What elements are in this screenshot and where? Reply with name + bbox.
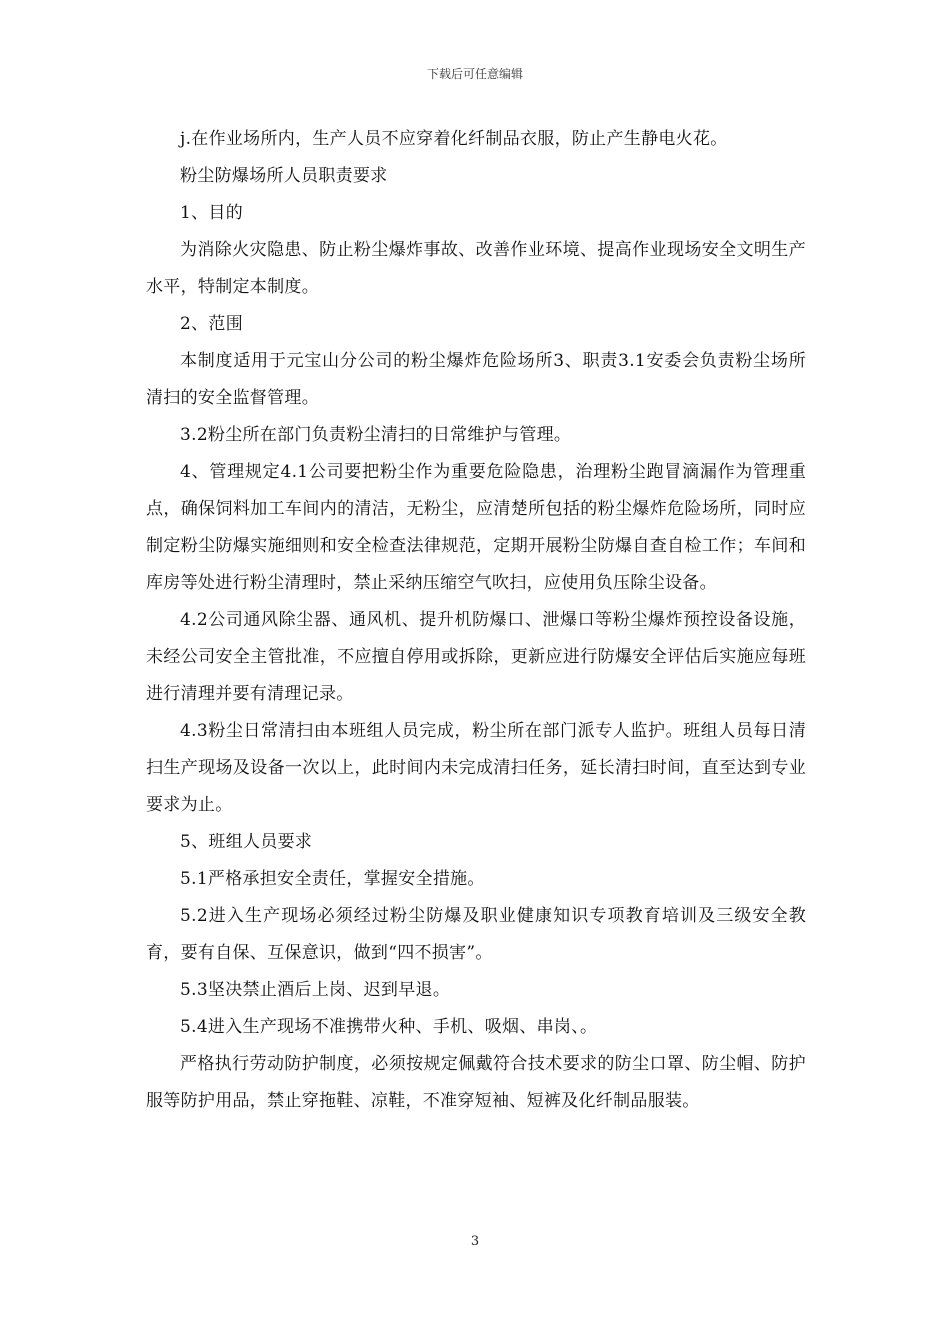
paragraph-4-2: 4.2公司通风除尘器、通风机、提升机防爆口、泄爆口等粉尘爆炸预控设备设施，未经公司安全主管批准，不应擅自停用或拆除，更新应进行防爆安全评估后实施应每班进行清理并要有清理记录。 (146, 610, 806, 704)
paragraph-3-2: 3.2粉尘所在部门负责粉尘清扫的日常维护与管理。 (180, 425, 572, 445)
document-body (146, 121, 806, 1120)
page-header: 下载后可任意编辑 (426, 67, 523, 81)
paragraph-static-electricity: j.在作业场所内，生产人员不应穿着化纤制品衣服，防止产生静电火花。 (180, 129, 728, 149)
heading-scope: 2、范围 (180, 314, 244, 334)
paragraph-scope: 本制度适用于元宝山分公司的粉尘爆炸危险场所3、职责3.1安委会负责粉尘场所清扫的安全监督管理。 (146, 351, 806, 408)
paragraph-5-4: 5.4进入生产现场不准携带火种、手机、吸烟、串岗、。 (180, 1017, 598, 1037)
paragraph-5-2: 5.2进入生产现场必须经过粉尘防爆及职业健康知识专项教育培训及三级安全教育，要有自保、互保意识，做到“四不损害”。 (146, 906, 806, 963)
paragraph-5-1: 5.1严格承担安全责任，掌握安全措施。 (180, 869, 485, 889)
paragraph-management-rules: 4、管理规定4.1公司要把粉尘作为重要危险隐患，治理粉尘跑冒滴漏作为管理重点，确保饲料加工车间内的清洁，无粉尘，应清楚所包括的粉尘爆炸危险场所，同时应制定粉尘防爆实施细则和安全检查法律规范，定期开展粉尘防爆自查自检工作；车间和库房等处进行粉尘清理时，禁止采纳压缩空气吹扫，应使用负压除尘设备。 (146, 462, 806, 593)
heading-purpose: 1、目的 (180, 203, 244, 223)
paragraph-4-3: 4.3粉尘日常清扫由本班组人员完成，粉尘所在部门派专人监护。班组人员每日清扫生产现场及设备一次以上，此时间内未完成清扫任务，延长清扫时间，直至达到专业要求为止。 (146, 721, 806, 815)
paragraph-5-3: 5.3坚决禁止酒后上岗、迟到早退。 (180, 980, 451, 1000)
paragraph-protection: 严格执行劳动防护制度，必须按规定佩戴符合技术要求的防尘口罩、防尘帽、防护服等防护用品，禁止穿拖鞋、凉鞋，不准穿短袖、短裤及化纤制品服装。 (146, 1054, 806, 1111)
page-number: 3 (470, 1234, 480, 1249)
section-title: 粉尘防爆场所人员职责要求 (180, 166, 388, 186)
paragraph-purpose: 为消除火灾隐患、防止粉尘爆炸事故、改善作业环境、提高作业现场安全文明生产水平，特制定本制度。 (146, 240, 806, 297)
heading-team-requirements: 5、班组人员要求 (180, 832, 313, 852)
